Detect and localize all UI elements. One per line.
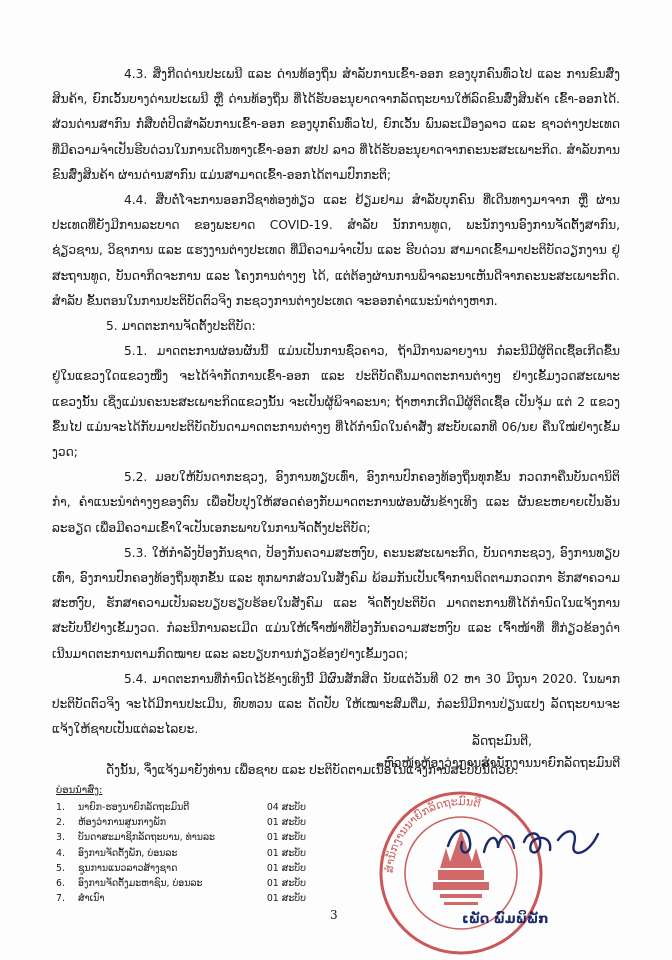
- distribution-item: 1. ນາຍົກ-ຮອງນາຍົກລັດຖະມົນຕີ 04 ສະບັບ: [56, 802, 306, 813]
- handwritten-signature-icon: [428, 812, 618, 866]
- paragraph-5-4: 5.4. ມາດຕະການທີ່ກໍານົດໄວ້ຂ້າງເທິງນີ້ ມີຜົນສັກສິດ ນັບແຕ່ວັນທີ 02 ຫາ 30 ມິຖຸນາ 2020. ໃນພາກປະຕິບັດຕົວຈິງ ຈະໄດ້ມີການປະເມີນ, ທົບທວນ ແລະ ດັດປັບ ໃຫ້ເໝາະສົມຕື່ມ, ກໍລະນີມີການປ່ຽນແປງ ລັດຖະບານຈະແຈ້ງໃຫ້ຊາບເປັນແຕ່ລະໄລຍະ.: [52, 671, 620, 737]
- distribution-item: 3. ບັນດາສະມາຊິກລັດຖະບານ, ທ່ານລະ 01 ສະບັບ: [56, 832, 306, 844]
- distribution-item: 7. ສໍາເນົາ 01 ສະບັບ: [56, 893, 306, 905]
- closing-paragraph: ດັ່ງນັ້ນ, ຈຶ່ງແຈ້ງມາຍັງທ່ານ ເພື່ອຊາບ ແລະ ປະຕິບັດຕາມເນື້ອໃນແຈ້ງການສະບັບນີ້ດ້ວຍ.: [106, 763, 519, 778]
- paragraph-4-4: 4.4. ສືບຕໍ່ໂຈະການອອກວີຊາທ່ອງທ່ຽວ ແລະ ຢ້ຽມຢາມ ສໍາລັບບຸກຄົນ ທີ່ເດີນທາງມາຈາກ ຫຼື ຜ່ານປະເທດທີ່ຍັງມີການລະບາດ ຂອງພະຍາດ COVID-19. ສໍາລັບ ນັກການທູດ, ພະນັກງານອົງການຈັດຕັ້ງສາກົນ, ຊ່ຽວຊານ, ວິຊາການ ແລະ ແຮງງານຕ່າງປະເທດ ທີ່ມີຄວາມຈໍາເປັນ ແລະ ຮີບດ່ວນ ສາມາດເຂົ້າມາປະຕິບັດວຽກງານ ຢູ່ ສະຖານທູດ, ບັນດາກິດຈະການ ແລະ ໂຄງການຕ່າງໆ ໄດ້, ແຕ່ຕ້ອງຜ່ານການພິຈາລະນາເຫັນດີຈາກຄະນະສະເພາະກິດ. ສໍາລັບ ຂັ້ນຕອນໃນການປະຕິບັດຕົວຈິງ ກະຊວງການຕ່າງປະເທດ ຈະອອກຄໍາແນະນໍາຕ່າງຫາກ.: [52, 193, 620, 308]
- paragraph-5-2: 5.2. ມອບໃຫ້ບັນດາກະຊວງ, ອົງການທຽບເທົ່າ, ອົງການປົກຄອງທ້ອງຖິ່ນທຸກຂັ້ນ ກວດກາຄືນບັນດານິຕິກໍາ, ຄໍາແນະນໍາຕ່າງໆຂອງຕົນ ເພື່ອປັບປຸງໃຫ້ສອດຄ່ອງກັບມາດຕະການຜ່ອນຜັນຂ້າງເທິງ ແລະ ຜັນຂະຫຍາຍເປັນອັນລະອຽດ ເພື່ອມີຄວາມເຂົ້າໃຈເປັນເອກະພາບໃນການຈັດຕັ້ງປະຕິບັດ;: [52, 470, 620, 535]
- signer-position: ຫົວໜ້າຫ້ອງວ່າການສໍານັກງານນາຍົກລັດຖະມົນຕີ: [383, 756, 621, 770]
- paragraph-5-1: 5.1. ມາດຕະການຜ່ອນຜັນນີ້ ແມ່ນເປັນການຊົ່ວຄາວ, ຖ້າມີການລາຍງານ ກໍລະນີມີຜູ້ຕິດເຊື້ອເກີດຂຶ້ນ ຢູ່ໃນແຂວງໃດແຂວງໜຶ່ງ ຈະໄດ້ຈໍາກັດການເຂົ້າ-ອອກ ແລະ ປະຕິບັດຄືນມາດຕະການຕ່າງໆ ຢ່າງເຂັ້ມງວດສະເພາະແຂວງນັ້ນ ເຊິ່ງແມ່ນຄະນະສະເພາະກິດແຂວງນັ້ນ ຈະເປັນຜູ້ພິຈາລະນາ; ຖ້າຫາກເກີດມີຜູ້ຕິດເຊື້ອ ເປັນຈຸ້ມ ແຕ່ 2 ແຂວງຂຶ້ນໄປ ແມ່ນຈະໄດ້ກັບມາປະຕິບັດບັນດາມາດຕະການຕ່າງໆ ທີ່ໄດ້ກໍານົດໃນຄໍາສັ່ງ ສະບັບເລກທີ 06/ນຍ ຄືນໃໝ່ຢ່າງເຂັ້ມງວດ;: [52, 344, 620, 460]
- distribution-item: 2. ຫ້ອງວ່າການສູນກາງພັກ 01 ສະບັບ: [56, 817, 306, 829]
- paragraph-4-3: 4.3. ສິ່ງກີດດ່ານປະເພນີ ແລະ ດ່ານທ້ອງຖິ່ນ ສໍາລັບການເຂົ້າ-ອອກ ຂອງບຸກຄົນທົ່ວໄປ ແລະ ການຂົນສົ່ງສິນຄ້າ, ຍົກເວັ້ນບາງດ່ານປະເພນີ ຫຼື ດ່ານທ້ອງຖິ່ນ ທີ່ໄດ້ຮັບອະນຸຍາດຈາກລັດຖະບານໃຫ້ລົດຂົນສົ່ງສິນຄ້າ ເຂົ້າ-ອອກໄດ້. ສ່ວນດ່ານສາກົນ ກໍ່ສືບຕໍ່ປິດສໍາລັບການເຂົ້າ-ອອກ ຂອງບຸກຄົນທົ່ວໄປ, ຍົກເວັ້ນ ພົນລະເມືອງລາວ ແລະ ຊາວຕ່າງປະເທດ ທີ່ມີຄວາມຈໍາເປັນຮີບດ່ວນໃນການເດີນທາງເຂົ້າ-ອອກ ສປປ ລາວ ທີ່ໄດ້ຮັບອະນຸຍາດຈາກຄະນະສະເພາະກິດ. ສໍາລັບການຂົນສົ່ງສິນຄ້າ ຜ່ານດ່ານສາກົນ ແມ່ນສາມາດເຂົ້າ-ອອກໄດ້ຕາມປົກກະຕິ;: [52, 67, 620, 182]
- distribution-list: [56, 800, 306, 906]
- section-5-heading: 5. ມາດຕະການຈັດຕັ້ງປະຕິບັດ:: [106, 319, 256, 334]
- seal-ring-text: ສໍານັກງານນາຍົກລັດຖະມົນຕີ: [382, 794, 482, 874]
- distribution-item: 4. ອົງການຈັດຕັ້ງພັກ, ບ່ອນລະ 01 ສະບັບ: [56, 847, 306, 859]
- distribution-title: ບ່ອນນໍາສົ່ງ:: [56, 785, 103, 796]
- signer-name: ເພັດ ພົມພິພັກ: [462, 912, 549, 927]
- distribution-item: 6. ອົງການຈັດຕັ້ງມະຫາຊົນ, ບ່ອນລະ 01 ສະບັບ: [56, 878, 306, 890]
- signature-block: [372, 730, 632, 774]
- page-number: 3: [330, 908, 338, 922]
- signer-title: ລັດຖະມົນຕີ,: [472, 734, 532, 748]
- paragraph-5-3: 5.3. ໃຫ້ກໍາລັງປ້ອງກັນຊາດ, ປ້ອງກັນຄວາມສະຫງົບ, ຄະນະສະເພາະກິດ, ບັນດາກະຊວງ, ອົງການທຽບເທົ່າ, ອົງການປົກຄອງທ້ອງຖິ່ນທຸກຂັ້ນ ແລະ ທຸກພາກສ່ວນໃນສັງຄົມ ພ້ອມກັນເປັນເຈົ້າການຕິດຕາມກວດກາ ຮັກສາຄວາມສະຫງົບ, ຮັກສາຄວາມເປັນລະບຽບຮຽບຮ້ອຍໃນສັງຄົມ ແລະ ຈັດຕັ້ງປະຕິບັດ ມາດຕະການທີ່ໄດ້ກໍານົດໃນແຈ້ງການສະບັບນີ້ຢ່າງເຂັ້ມງວດ. ກໍລະນີການລະເມີດ ແມ່ນໃຫ້ເຈົ້າໜ້າທີ່ປ້ອງກັນຄວາມສະຫງົບ ແລະ ເຈົ້າໜ້າທີ່ ທີ່ກ່ຽວຂ້ອງດໍາເນີນມາດຕະການຕາມກົດໝາຍ ແລະ ລະບຽບການກ່ຽວຂ້ອງຢ່າງເຂັ້ມງວດ;: [52, 545, 620, 661]
- distribution-item: 5. ຊູນການແນວລາວສ້າງຊາດ 01 ສະບັບ: [56, 862, 306, 874]
